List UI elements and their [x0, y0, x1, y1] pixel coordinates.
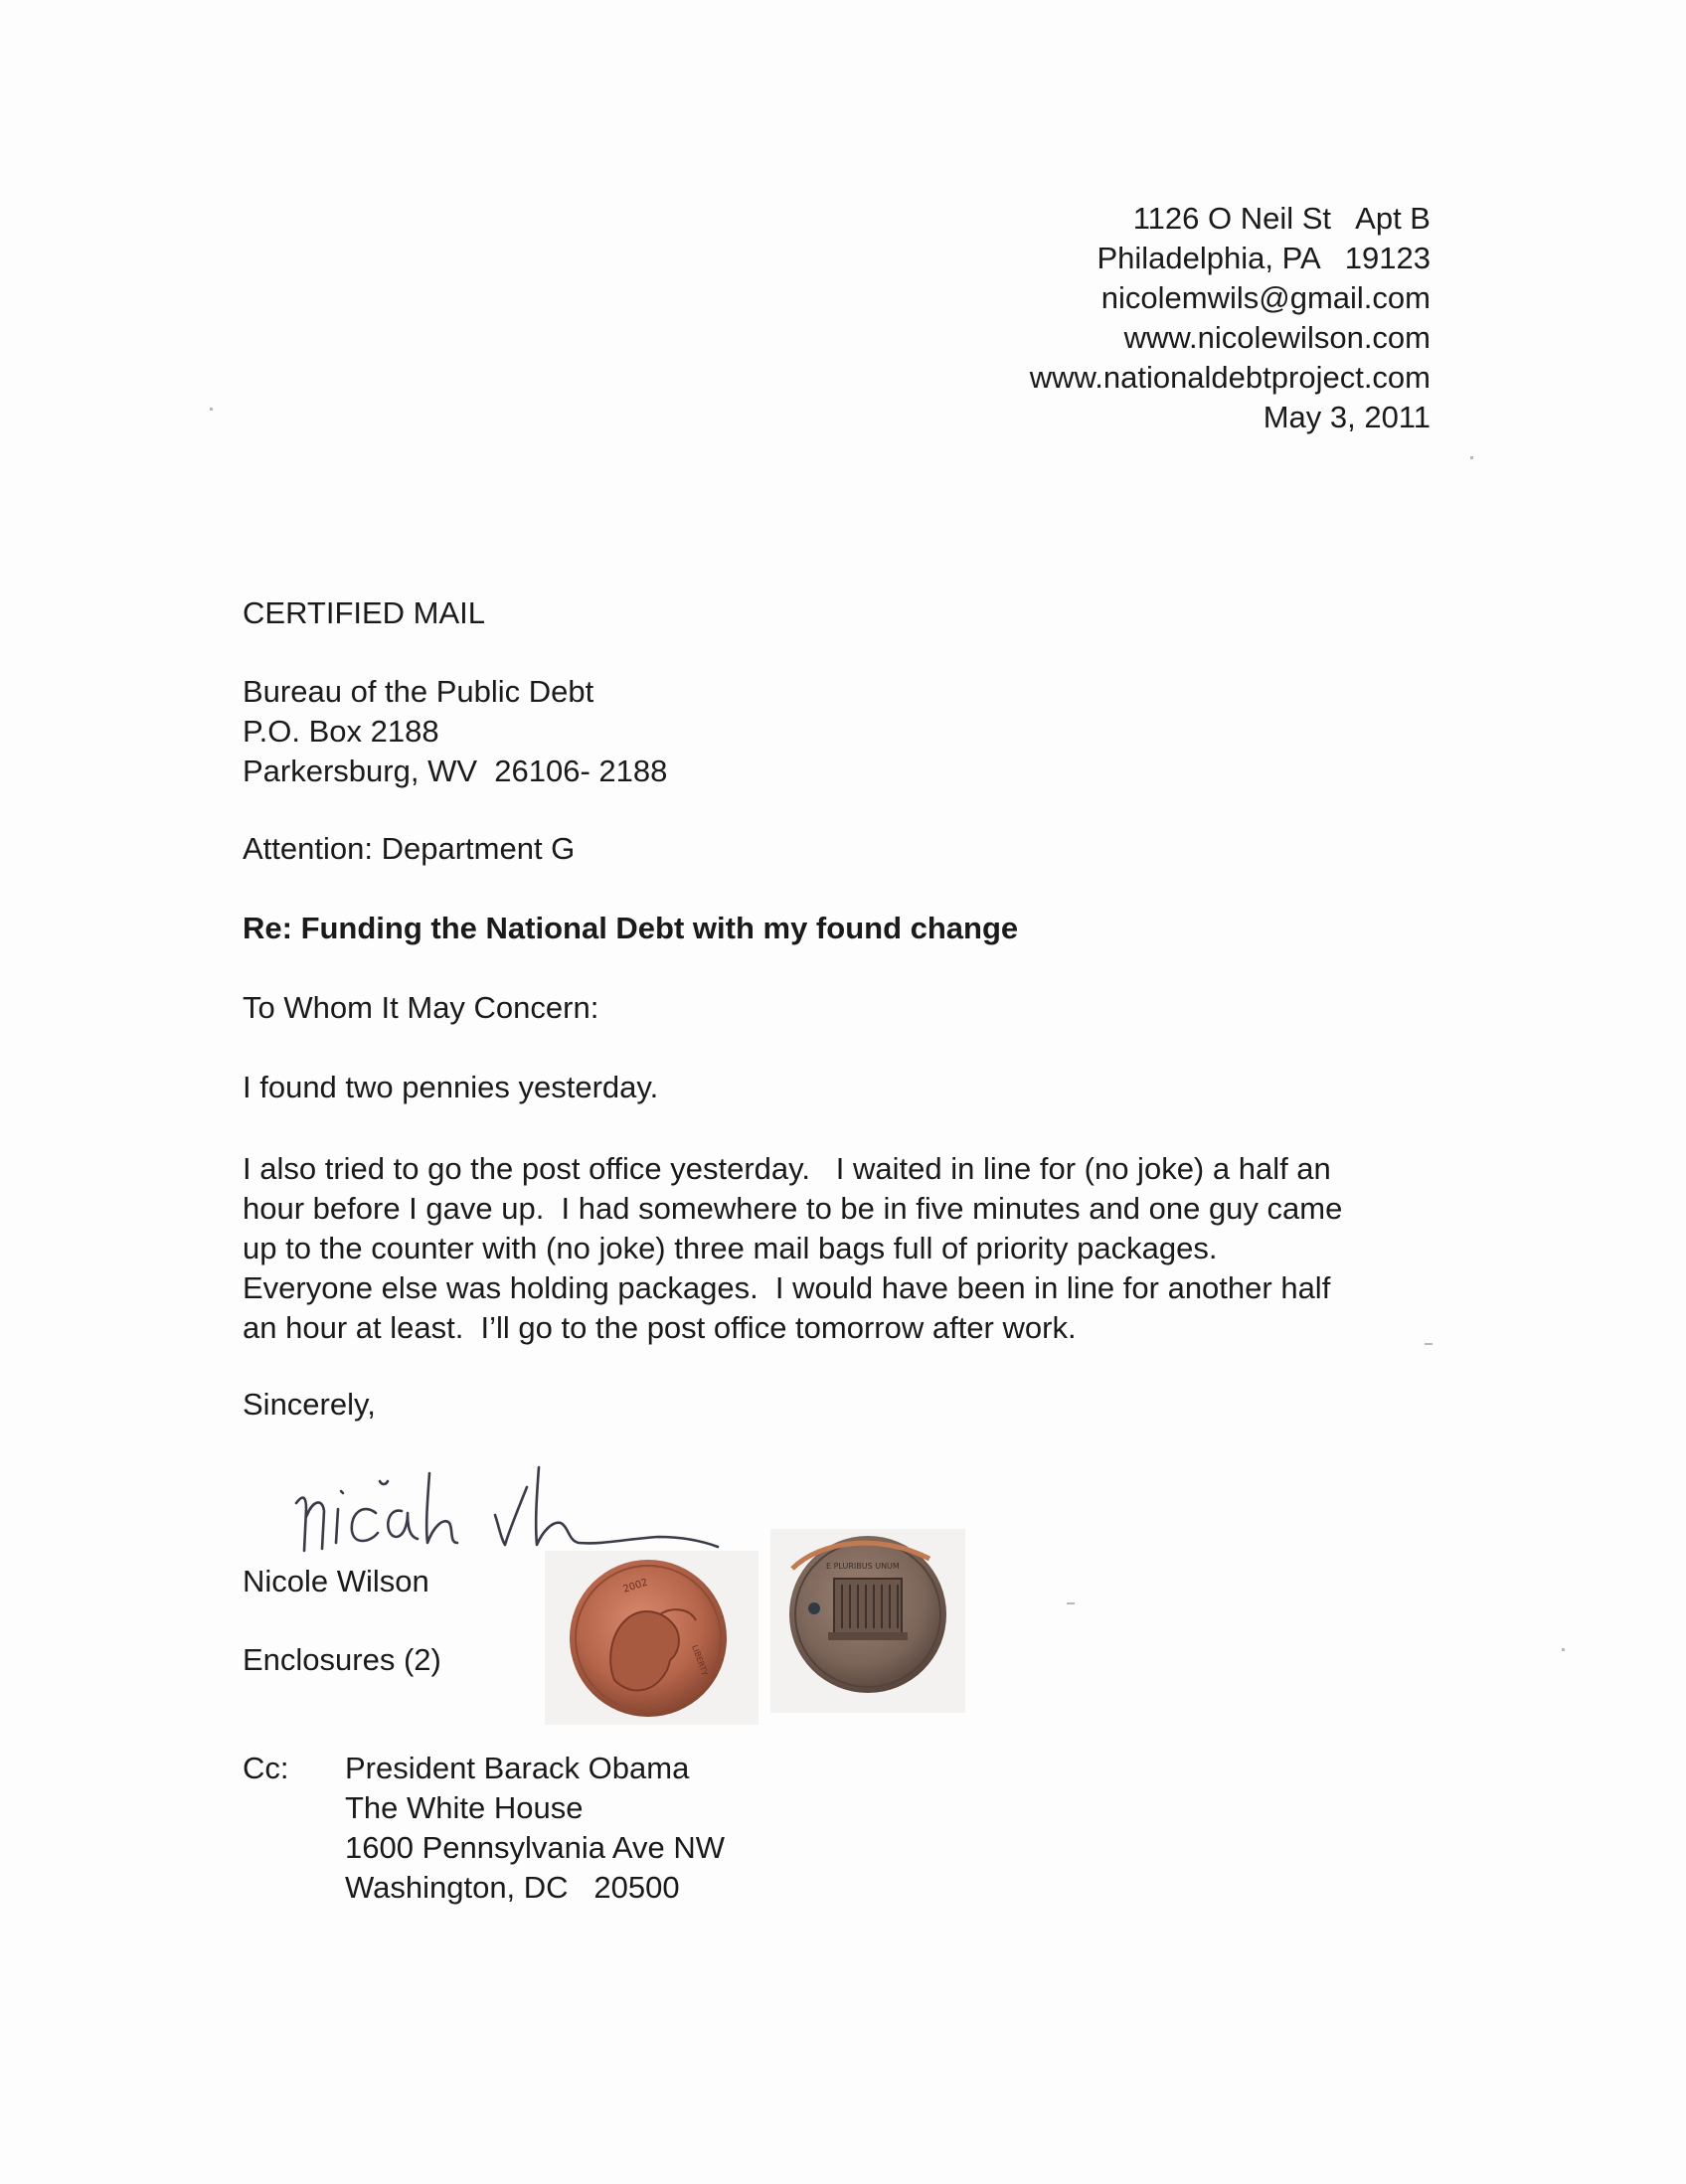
penny-back-motto: E PLURIBUS UNUM: [826, 1562, 900, 1571]
paragraph-2-line: Everyone else was holding packages. I would have been in line for another half: [243, 1270, 1331, 1305]
penny-back-image: [770, 1529, 965, 1713]
paragraph-2-line: hour before I gave up. I had somewhere to be in five minutes and one guy came: [243, 1191, 1343, 1226]
cc-recipient-block: [345, 1749, 725, 1908]
closing-block: [243, 1385, 376, 1425]
penny-front-image: [545, 1551, 759, 1725]
recipient-po-box: P.O. Box 2188: [243, 714, 439, 749]
scan-speck: [210, 408, 213, 411]
cc-label: Cc:: [243, 1751, 289, 1785]
sender-website: www.nicolewilson.com: [1123, 320, 1431, 355]
enclosures-block: [243, 1640, 441, 1680]
paragraph-2-line: an hour at least. I’ll go to the post office tomorrow after work.: [243, 1310, 1077, 1345]
salutation: To Whom It May Concern:: [243, 990, 599, 1025]
closing: Sincerely,: [243, 1387, 376, 1422]
paragraph-2: [243, 1149, 1455, 1348]
mail-type: CERTIFIED MAIL: [243, 595, 486, 630]
paragraph-2-line: up to the counter with (no joke) three mail bags full of priority packages.: [243, 1231, 1218, 1265]
letter-date: May 3, 2011: [1263, 400, 1431, 434]
penny-motto: LIBERTY: [690, 1643, 710, 1677]
enclosures-line: Enclosures (2): [243, 1642, 441, 1677]
cc-line: 1600 Pennsylvania Ave NW: [345, 1830, 725, 1865]
penny-front-tape: [545, 1551, 759, 1725]
paragraph-2-line: I also tried to go the post office yesterday. I waited in line for (no joke) a half an: [243, 1151, 1331, 1186]
penny-year: 2002: [621, 1577, 650, 1596]
sender-address-line1: 1126 O Neil St Apt B: [1132, 201, 1431, 236]
subject-line: Re: Funding the National Debt with my found change: [243, 911, 1019, 945]
cc-line: Washington, DC 20500: [345, 1870, 680, 1905]
signer-name: Nicole Wilson: [243, 1564, 429, 1598]
cc-line: The White House: [345, 1790, 584, 1825]
sender-block: [1030, 199, 1431, 437]
attention-line: Attention: Department G: [243, 831, 576, 866]
paragraph-1-text: I found two pennies yesterday.: [243, 1070, 659, 1104]
cc-line: President Barack Obama: [345, 1751, 690, 1785]
paragraph-1: [243, 1068, 658, 1107]
penny-back-tape: [770, 1529, 965, 1713]
mail-type-block: [243, 593, 485, 633]
attention-block: [243, 829, 575, 869]
recipient-block: [243, 672, 667, 791]
subject-block: [243, 909, 1018, 948]
sender-project-website: www.nationaldebtproject.com: [1029, 360, 1431, 395]
sender-address-line2: Philadelphia, PA 19123: [1096, 241, 1431, 275]
recipient-name: Bureau of the Public Debt: [243, 674, 594, 709]
sender-email: nicolemwils@gmail.com: [1100, 280, 1431, 315]
signer-block: [243, 1562, 429, 1601]
scan-speck: [1067, 1602, 1075, 1604]
scan-speck: [1470, 456, 1473, 459]
recipient-city-line: Parkersburg, WV 26106- 2188: [243, 754, 668, 788]
salutation-block: [243, 988, 598, 1028]
scan-speck: [1562, 1648, 1565, 1651]
